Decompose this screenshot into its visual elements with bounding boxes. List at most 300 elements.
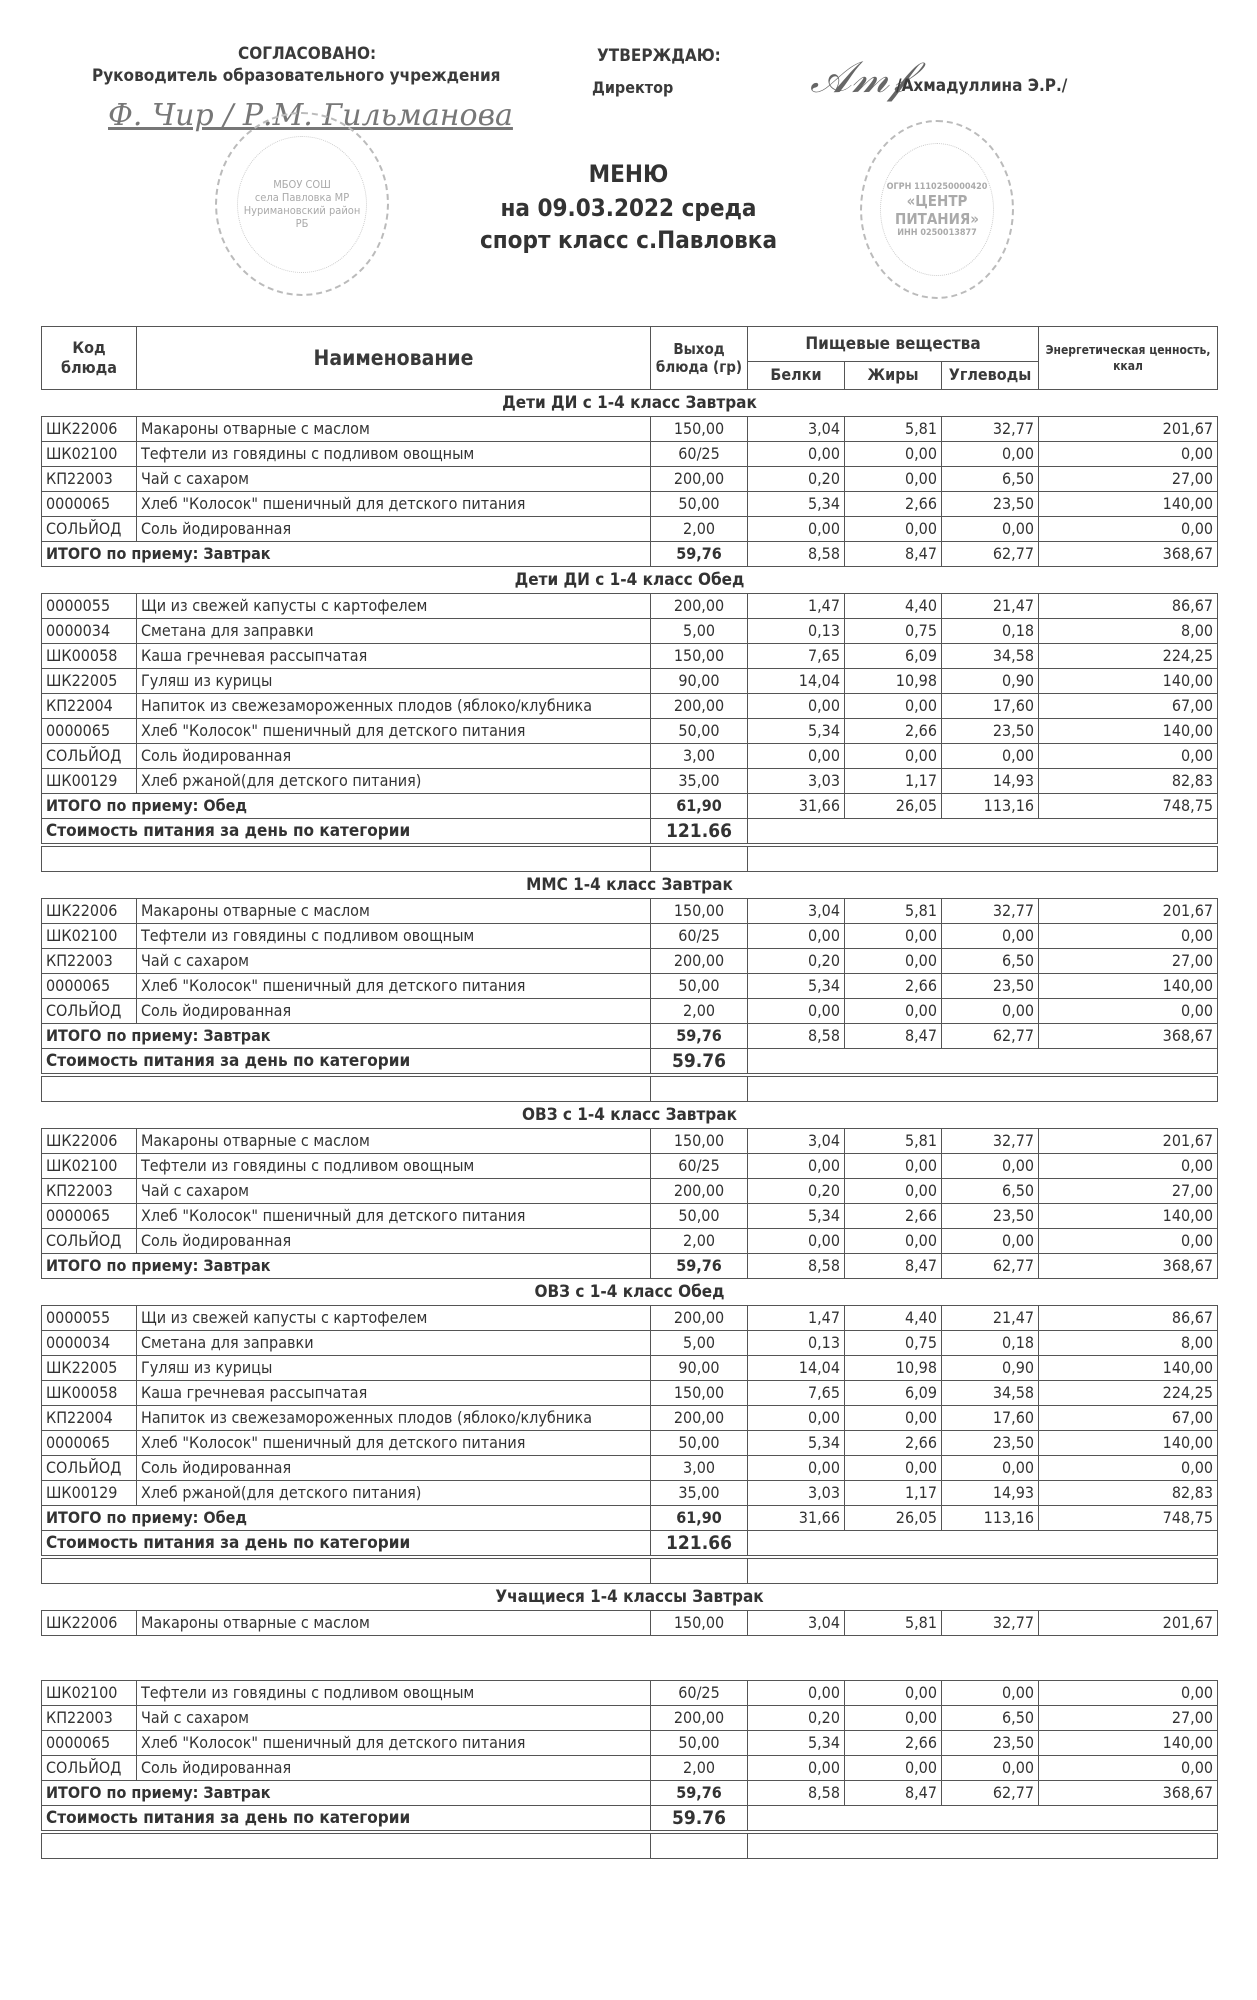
dish-code: ШК00129 [42, 769, 137, 794]
total-energy: 368,67 [1039, 1254, 1218, 1279]
dish-fat: 4,40 [845, 1306, 942, 1331]
dish-yield: 50,00 [651, 492, 748, 517]
agreed-signature: Ф. Чир / Р.М. Гильманова [108, 98, 513, 133]
dish-energy: 82,83 [1039, 1481, 1218, 1506]
dish-code: 0000065 [42, 974, 137, 999]
dish-code: ШК22005 [42, 1356, 137, 1381]
table-row [42, 694, 1218, 719]
dish-carbs: 0,00 [942, 744, 1039, 769]
total-yield: 61,90 [651, 794, 748, 819]
dish-yield: 5,00 [651, 619, 748, 644]
dish-yield: 2,00 [651, 999, 748, 1024]
dish-yield: 90,00 [651, 1356, 748, 1381]
dish-energy: 224,25 [1039, 644, 1218, 669]
dish-energy: 8,00 [1039, 1331, 1218, 1356]
agreed-role: Руководитель образовательного учреждения [92, 66, 501, 86]
dish-protein: 3,04 [748, 1129, 845, 1154]
dish-protein: 0,00 [748, 442, 845, 467]
table-row [42, 1706, 1218, 1731]
dish-yield: 5,00 [651, 1331, 748, 1356]
dish-fat: 4,40 [845, 594, 942, 619]
cost-value: 121.66 [651, 1531, 748, 1558]
dish-fat: 0,75 [845, 1331, 942, 1356]
col-fat: Жиры [845, 361, 942, 389]
total-yield: 59,76 [651, 1024, 748, 1049]
dish-energy: 201,67 [1039, 1129, 1218, 1154]
table-row [42, 669, 1218, 694]
dish-carbs: 14,93 [942, 769, 1039, 794]
dish-protein: 0,13 [748, 619, 845, 644]
dish-yield: 60/25 [651, 924, 748, 949]
dish-energy: 0,00 [1039, 1681, 1218, 1706]
dish-protein: 0,00 [748, 1154, 845, 1179]
menu-title: МЕНЮ [588, 160, 669, 188]
section-header [42, 567, 1218, 594]
dish-energy: 0,00 [1039, 999, 1218, 1024]
dish-name: Каша гречневая рассыпчатая [137, 644, 651, 669]
dish-name: Каша гречневая рассыпчатая [137, 1381, 651, 1406]
table-row [42, 1406, 1218, 1431]
dish-fat: 2,66 [845, 492, 942, 517]
total-carbs: 62,77 [942, 1781, 1039, 1806]
dish-protein: 3,04 [748, 1611, 845, 1636]
dish-protein: 3,03 [748, 769, 845, 794]
total-label: ИТОГО по приему: Завтрак [42, 1781, 651, 1806]
dish-energy: 201,67 [1039, 417, 1218, 442]
dish-code: 0000065 [42, 492, 137, 517]
dish-protein: 0,00 [748, 694, 845, 719]
dish-carbs: 23,50 [942, 974, 1039, 999]
dish-protein: 0,00 [748, 924, 845, 949]
dish-protein: 0,00 [748, 1456, 845, 1481]
dish-carbs: 23,50 [942, 1431, 1039, 1456]
dish-code: ШК22005 [42, 669, 137, 694]
empty-row [42, 1832, 1218, 1859]
total-row [42, 1506, 1218, 1531]
dish-code: 0000034 [42, 619, 137, 644]
dish-energy: 67,00 [1039, 694, 1218, 719]
dish-yield: 200,00 [651, 1406, 748, 1431]
dish-yield: 60/25 [651, 1681, 748, 1706]
dish-yield: 50,00 [651, 974, 748, 999]
dish-code: СОЛЬЙОД [42, 1756, 137, 1781]
table-row [42, 999, 1218, 1024]
dish-code: ШК22006 [42, 417, 137, 442]
dish-name: Соль йодированная [137, 1229, 651, 1254]
dish-fat: 0,00 [845, 1681, 942, 1706]
table-row [42, 594, 1218, 619]
section-title: Учащиеся 1-4 классы Завтрак [495, 1587, 764, 1607]
col-code: Код блюда [42, 327, 137, 390]
dish-yield: 150,00 [651, 417, 748, 442]
dish-code: ШК22006 [42, 899, 137, 924]
dish-carbs: 23,50 [942, 1204, 1039, 1229]
total-label: ИТОГО по приему: Завтрак [42, 1024, 651, 1049]
table-row [42, 1381, 1218, 1406]
dish-fat: 5,81 [845, 417, 942, 442]
table-row [42, 644, 1218, 669]
dish-protein: 3,04 [748, 417, 845, 442]
dish-protein: 0,20 [748, 467, 845, 492]
section-title: ОВЗ с 1-4 класс Обед [534, 1282, 725, 1302]
section-header [42, 390, 1218, 417]
total-row [42, 1024, 1218, 1049]
dish-code: ШК02100 [42, 442, 137, 467]
dish-carbs: 0,00 [942, 1756, 1039, 1781]
dish-yield: 2,00 [651, 1756, 748, 1781]
dish-protein: 0,00 [748, 1406, 845, 1431]
dish-energy: 224,25 [1039, 1381, 1218, 1406]
dish-name: Хлеб "Колосок" пшеничный для детского питания [137, 1731, 651, 1756]
dish-energy: 27,00 [1039, 949, 1218, 974]
dish-yield: 50,00 [651, 1204, 748, 1229]
dish-name: Чай с сахаром [137, 467, 651, 492]
dish-fat: 5,81 [845, 1129, 942, 1154]
total-protein: 31,66 [748, 1506, 845, 1531]
dish-fat: 0,00 [845, 467, 942, 492]
dish-carbs: 6,50 [942, 1706, 1039, 1731]
dish-name: Щи из свежей капусты с картофелем [137, 594, 651, 619]
dish-carbs: 21,47 [942, 594, 1039, 619]
dish-code: 0000065 [42, 1731, 137, 1756]
dish-name: Чай с сахаром [137, 949, 651, 974]
dish-name: Хлеб "Колосок" пшеничный для детского питания [137, 1431, 651, 1456]
dish-code: ШК02100 [42, 1681, 137, 1706]
dish-yield: 150,00 [651, 899, 748, 924]
dish-energy: 140,00 [1039, 492, 1218, 517]
dish-name: Тефтели из говядины с подливом овощным [137, 924, 651, 949]
dish-fat: 0,00 [845, 442, 942, 467]
dish-fat: 2,66 [845, 1431, 942, 1456]
dish-fat: 1,17 [845, 769, 942, 794]
total-energy: 368,67 [1039, 1024, 1218, 1049]
dish-yield: 2,00 [651, 517, 748, 542]
table-row [42, 442, 1218, 467]
dish-fat: 0,00 [845, 1179, 942, 1204]
dish-carbs: 0,00 [942, 442, 1039, 467]
table-row [42, 467, 1218, 492]
menu-table [41, 326, 1218, 1859]
total-label: ИТОГО по приему: Обед [42, 794, 651, 819]
section-header [42, 1279, 1218, 1306]
dish-name: Щи из свежей капусты с картофелем [137, 1306, 651, 1331]
cost-label: Стоимость питания за день по категории [42, 1806, 651, 1833]
table-row [42, 769, 1218, 794]
company-stamp: ОГРН 1110250000420 «ЦЕНТР ПИТАНИЯ» ИНН 0250013877 [860, 120, 1014, 299]
dish-name: Макароны отварные с маслом [137, 899, 651, 924]
dish-code: СОЛЬЙОД [42, 1456, 137, 1481]
dish-yield: 150,00 [651, 1381, 748, 1406]
school-stamp: МБОУ СОШ села Павловка МР Нуримановский район РБ [215, 112, 389, 296]
table-row [42, 1481, 1218, 1506]
dish-energy: 0,00 [1039, 1229, 1218, 1254]
dish-carbs: 0,00 [942, 1456, 1039, 1481]
dish-name: Макароны отварные с маслом [137, 1611, 651, 1636]
dish-carbs: 17,60 [942, 694, 1039, 719]
dish-fat: 6,09 [845, 1381, 942, 1406]
table-row [42, 1129, 1218, 1154]
dish-protein: 14,04 [748, 669, 845, 694]
dish-fat: 0,00 [845, 694, 942, 719]
dish-carbs: 14,93 [942, 1481, 1039, 1506]
dish-yield: 60/25 [651, 442, 748, 467]
dish-protein: 0,00 [748, 517, 845, 542]
dish-fat: 0,00 [845, 999, 942, 1024]
total-carbs: 62,77 [942, 542, 1039, 567]
table-row [42, 1681, 1218, 1706]
total-energy: 748,75 [1039, 794, 1218, 819]
cost-label: Стоимость питания за день по категории [42, 1531, 651, 1558]
dish-fat: 6,09 [845, 644, 942, 669]
dish-yield: 2,00 [651, 1229, 748, 1254]
total-yield: 61,90 [651, 1506, 748, 1531]
dish-name: Сметана для заправки [137, 619, 651, 644]
dish-name: Хлеб "Колосок" пшеничный для детского питания [137, 492, 651, 517]
dish-fat: 0,00 [845, 1456, 942, 1481]
total-energy: 748,75 [1039, 1506, 1218, 1531]
table-row [42, 417, 1218, 442]
table-row [42, 492, 1218, 517]
total-protein: 8,58 [748, 1781, 845, 1806]
table-row [42, 1154, 1218, 1179]
table-row [42, 619, 1218, 644]
dish-code: 0000055 [42, 594, 137, 619]
dish-code: ШК00129 [42, 1481, 137, 1506]
dish-protein: 1,47 [748, 1306, 845, 1331]
dish-yield: 200,00 [651, 1706, 748, 1731]
total-carbs: 113,16 [942, 1506, 1039, 1531]
dish-energy: 82,83 [1039, 769, 1218, 794]
cost-row [42, 1049, 1218, 1076]
table-row [42, 1756, 1218, 1781]
dish-energy: 140,00 [1039, 1356, 1218, 1381]
dish-energy: 27,00 [1039, 467, 1218, 492]
total-fat: 8,47 [845, 1254, 942, 1279]
dish-yield: 200,00 [651, 594, 748, 619]
dish-code: ШК22006 [42, 1129, 137, 1154]
dish-yield: 150,00 [651, 1129, 748, 1154]
dish-protein: 0,00 [748, 1756, 845, 1781]
dish-energy: 0,00 [1039, 517, 1218, 542]
dish-carbs: 0,00 [942, 1229, 1039, 1254]
dish-protein: 5,34 [748, 719, 845, 744]
dish-fat: 2,66 [845, 719, 942, 744]
section-title: Дети ДИ с 1-4 класс Завтрак [502, 393, 757, 413]
total-row [42, 542, 1218, 567]
dish-name: Соль йодированная [137, 1456, 651, 1481]
dish-protein: 5,34 [748, 1431, 845, 1456]
dish-name: Сметана для заправки [137, 1331, 651, 1356]
dish-energy: 201,67 [1039, 1611, 1218, 1636]
menu-table-body [42, 390, 1218, 1859]
menu-date: на 09.03.2022 среда [500, 194, 757, 222]
table-row [42, 949, 1218, 974]
total-protein: 8,58 [748, 1254, 845, 1279]
dish-code: СОЛЬЙОД [42, 517, 137, 542]
table-row [42, 1356, 1218, 1381]
dish-carbs: 0,00 [942, 1154, 1039, 1179]
col-name: Наименование [137, 327, 651, 390]
empty-row [42, 1557, 1218, 1584]
total-fat: 8,47 [845, 542, 942, 567]
dish-fat: 0,75 [845, 619, 942, 644]
dish-carbs: 0,18 [942, 619, 1039, 644]
dish-name: Чай с сахаром [137, 1179, 651, 1204]
dish-name: Соль йодированная [137, 999, 651, 1024]
total-fat: 26,05 [845, 1506, 942, 1531]
director-signature: 𝒜𝓂𝒻 [810, 52, 909, 103]
dish-protein: 5,34 [748, 1204, 845, 1229]
dish-name: Соль йодированная [137, 744, 651, 769]
dish-energy: 140,00 [1039, 669, 1218, 694]
dish-yield: 3,00 [651, 1456, 748, 1481]
dish-protein: 7,65 [748, 1381, 845, 1406]
dish-energy: 201,67 [1039, 899, 1218, 924]
section-header [42, 1584, 1218, 1611]
dish-fat: 0,00 [845, 1756, 942, 1781]
cost-label: Стоимость питания за день по категории [42, 819, 651, 846]
dish-carbs: 0,90 [942, 669, 1039, 694]
dish-carbs: 23,50 [942, 492, 1039, 517]
col-nutrients: Пищевые вещества [748, 327, 1039, 362]
dish-code: ШК02100 [42, 924, 137, 949]
dish-yield: 200,00 [651, 1306, 748, 1331]
total-carbs: 62,77 [942, 1024, 1039, 1049]
dish-yield: 50,00 [651, 719, 748, 744]
dish-yield: 150,00 [651, 644, 748, 669]
total-protein: 8,58 [748, 542, 845, 567]
dish-protein: 14,04 [748, 1356, 845, 1381]
dish-carbs: 34,58 [942, 1381, 1039, 1406]
dish-protein: 5,34 [748, 492, 845, 517]
cost-value: 121.66 [651, 819, 748, 846]
dish-code: ШК02100 [42, 1154, 137, 1179]
dish-carbs: 34,58 [942, 644, 1039, 669]
dish-name: Соль йодированная [137, 1756, 651, 1781]
dish-protein: 0,00 [748, 744, 845, 769]
total-row [42, 1781, 1218, 1806]
dish-carbs: 32,77 [942, 1129, 1039, 1154]
dish-energy: 140,00 [1039, 974, 1218, 999]
dish-name: Тефтели из говядины с подливом овощным [137, 1154, 651, 1179]
dish-carbs: 17,60 [942, 1406, 1039, 1431]
dish-code: 0000065 [42, 1204, 137, 1229]
col-yield: Выход блюда (гр) [651, 327, 748, 390]
dish-carbs: 0,90 [942, 1356, 1039, 1381]
col-protein: Белки [748, 361, 845, 389]
dish-protein: 0,00 [748, 999, 845, 1024]
dish-energy: 0,00 [1039, 1756, 1218, 1781]
dish-name: Чай с сахаром [137, 1706, 651, 1731]
dish-code: КП22004 [42, 1406, 137, 1431]
dish-yield: 200,00 [651, 1179, 748, 1204]
section-header [42, 1102, 1218, 1129]
dish-protein: 0,20 [748, 949, 845, 974]
dish-name: Гуляш из курицы [137, 669, 651, 694]
dish-code: 0000055 [42, 1306, 137, 1331]
table-row [42, 1179, 1218, 1204]
dish-code: КП22004 [42, 694, 137, 719]
dish-carbs: 0,00 [942, 999, 1039, 1024]
dish-code: КП22003 [42, 1179, 137, 1204]
dish-carbs: 23,50 [942, 1731, 1039, 1756]
dish-code: 0000065 [42, 719, 137, 744]
table-row [42, 1229, 1218, 1254]
dish-name: Тефтели из говядины с подливом овощным [137, 1681, 651, 1706]
dish-code: СОЛЬЙОД [42, 999, 137, 1024]
dish-energy: 0,00 [1039, 744, 1218, 769]
dish-fat: 10,98 [845, 669, 942, 694]
dish-name: Соль йодированная [137, 517, 651, 542]
dish-code: 0000065 [42, 1431, 137, 1456]
total-carbs: 62,77 [942, 1254, 1039, 1279]
dish-yield: 200,00 [651, 949, 748, 974]
dish-name: Хлеб "Колосок" пшеничный для детского питания [137, 974, 651, 999]
dish-fat: 0,00 [845, 949, 942, 974]
dish-name: Напиток из свежезамороженных плодов (яблоко/клубника [137, 1406, 651, 1431]
dish-yield: 150,00 [651, 1611, 748, 1636]
total-carbs: 113,16 [942, 794, 1039, 819]
dish-carbs: 23,50 [942, 719, 1039, 744]
empty-row [42, 845, 1218, 872]
dish-protein: 0,00 [748, 1229, 845, 1254]
total-yield: 59,76 [651, 1254, 748, 1279]
dish-fat: 10,98 [845, 1356, 942, 1381]
dish-name: Хлеб "Колосок" пшеничный для детского питания [137, 1204, 651, 1229]
dish-yield: 35,00 [651, 769, 748, 794]
dish-energy: 140,00 [1039, 1204, 1218, 1229]
table-row [42, 744, 1218, 769]
dish-energy: 86,67 [1039, 1306, 1218, 1331]
cost-label: Стоимость питания за день по категории [42, 1049, 651, 1076]
total-fat: 8,47 [845, 1024, 942, 1049]
table-row [42, 1306, 1218, 1331]
table-row [42, 924, 1218, 949]
dish-yield: 90,00 [651, 669, 748, 694]
dish-protein: 0,13 [748, 1331, 845, 1356]
dish-yield: 35,00 [651, 1481, 748, 1506]
section-gap [42, 1636, 1218, 1681]
dish-protein: 5,34 [748, 974, 845, 999]
cost-value: 59.76 [651, 1806, 748, 1833]
total-energy: 368,67 [1039, 1781, 1218, 1806]
dish-fat: 0,00 [845, 744, 942, 769]
dish-energy: 8,00 [1039, 619, 1218, 644]
dish-carbs: 6,50 [942, 467, 1039, 492]
total-row [42, 1254, 1218, 1279]
dish-protein: 3,03 [748, 1481, 845, 1506]
dish-fat: 5,81 [845, 1611, 942, 1636]
dish-fat: 0,00 [845, 1154, 942, 1179]
col-carbs: Углеводы [942, 361, 1039, 389]
dish-protein: 0,20 [748, 1706, 845, 1731]
approve-role: Директор [592, 78, 674, 97]
dish-protein: 7,65 [748, 644, 845, 669]
dish-name: Гуляш из курицы [137, 1356, 651, 1381]
dish-protein: 0,20 [748, 1179, 845, 1204]
table-row [42, 899, 1218, 924]
dish-carbs: 21,47 [942, 1306, 1039, 1331]
dish-protein: 1,47 [748, 594, 845, 619]
dish-code: ШК22006 [42, 1611, 137, 1636]
menu-subtitle: спорт класс с.Павловка [479, 226, 778, 254]
section-title: ММС 1-4 класс Завтрак [526, 875, 733, 895]
dish-energy: 86,67 [1039, 594, 1218, 619]
dish-carbs: 6,50 [942, 1179, 1039, 1204]
dish-yield: 50,00 [651, 1731, 748, 1756]
col-energy: Энергетическая ценность, ккал [1039, 327, 1218, 390]
dish-fat: 0,00 [845, 1406, 942, 1431]
